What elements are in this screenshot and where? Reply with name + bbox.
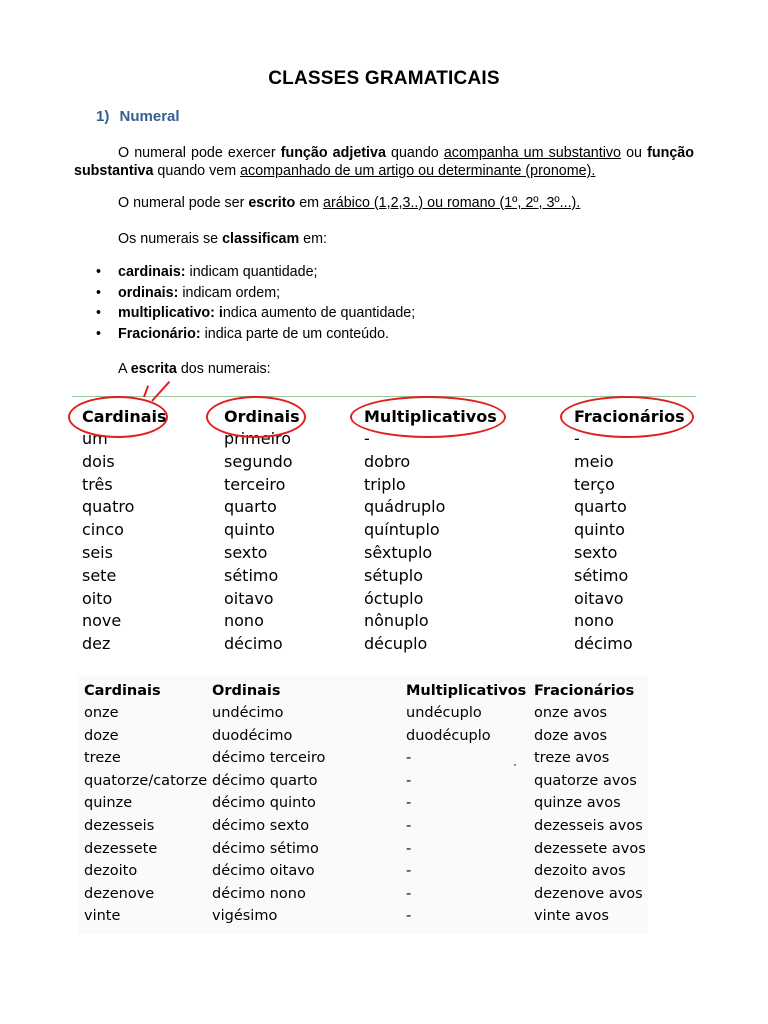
table-cell: décimo quinto: [212, 795, 316, 812]
table-cell: primeiro: [224, 429, 292, 448]
table-cell: segundo: [224, 451, 293, 471]
table-cell: dezoito avos: [534, 863, 626, 880]
p2-text-c: em: [295, 195, 324, 211]
table-cell: -: [574, 429, 580, 448]
p3-text-a: Os numerais se: [118, 231, 223, 247]
table-cell: nove: [82, 611, 122, 631]
table-cell: duodécimo: [212, 727, 293, 744]
paragraph-function: [74, 144, 694, 180]
table2-col-cardinais: [84, 676, 207, 928]
table-cell: décimo sexto: [212, 817, 310, 834]
table-cell: dezenove avos: [534, 885, 643, 902]
table-cell: undécimo: [212, 705, 284, 721]
table-cell: sete: [82, 565, 117, 585]
column-header: Multiplicativos: [406, 683, 527, 699]
table-cell: décimo oitavo: [212, 863, 315, 880]
table2-col-multiplicativos: [406, 676, 526, 928]
table-cell: quinto: [574, 520, 625, 540]
table-cell: quatro: [82, 497, 135, 517]
table-cell: óctuplo: [364, 588, 424, 608]
classification-list: [94, 262, 415, 344]
table-cell: vinte avos: [534, 908, 609, 925]
table-cell: oito: [82, 588, 113, 608]
table-cell: dezessete avos: [534, 840, 646, 857]
bullet-desc: indicam quantidade;: [185, 264, 318, 280]
paragraph-classification: [118, 230, 738, 248]
table-cell: décuplo: [364, 634, 428, 654]
table-cell: dois: [82, 451, 115, 471]
table-cell: dezenove: [84, 885, 155, 902]
table-cell: -: [364, 429, 370, 448]
table-cell: sétuplo: [364, 565, 423, 585]
document-title: CLASSES GRAMATICAIS: [268, 68, 500, 89]
section-label: Numeral: [119, 108, 180, 125]
table-cell: quatorze avos: [534, 772, 637, 789]
table-cell: décimo quarto: [212, 772, 318, 789]
table-cell: três: [82, 474, 113, 494]
table2-col-fracionarios: [534, 676, 646, 928]
section-number: 1): [96, 108, 110, 125]
annotation-circle-fracionarios: [560, 396, 694, 438]
table-cell: dezesseis avos: [534, 817, 643, 834]
table-cell: -: [406, 863, 412, 880]
column-header: Cardinais: [82, 407, 167, 426]
p1-underline-h: acompanhado de um artigo ou determinante (pronome).: [240, 163, 596, 179]
table-cell: vinte: [84, 908, 121, 925]
annotation-circle-multiplicativos: [350, 396, 506, 438]
table-cell: treze avos: [534, 750, 610, 767]
bullet-desc: ndica aumento de quantidade;: [222, 305, 416, 321]
numerals-table-1: [72, 392, 696, 660]
table-cell: nônuplo: [364, 611, 429, 631]
table-cell: duodécuplo: [406, 727, 491, 744]
annotation-circle-cardinais: [68, 396, 168, 438]
p2-underline-d: arábico (1,2,3..) ou romano (1º, 2º, 3º...).: [323, 195, 581, 211]
table-cell: dezesseis: [84, 817, 155, 834]
bullet-term: cardinais:: [118, 264, 186, 280]
bullet-term: multiplicativo: i: [118, 305, 223, 321]
table-cell: onze avos: [534, 705, 608, 721]
bullet-term: ordinais:: [118, 284, 179, 301]
column-header: Ordinais: [224, 407, 300, 426]
p1-text-g: quando vem: [153, 163, 241, 179]
table-cell: quarto: [224, 497, 277, 517]
bullet-desc: indica parte de um conteúdo.: [200, 325, 389, 342]
list-item: [94, 324, 415, 345]
table-cell: nono: [224, 611, 264, 631]
column-header: Fracionários: [574, 407, 685, 426]
p4-text-a: A: [118, 361, 131, 377]
p2-bold-b: escrito: [248, 195, 296, 211]
paragraph-writing: [118, 194, 738, 212]
p3-text-c: em:: [299, 231, 328, 247]
table-cell: quinto: [224, 520, 275, 540]
stray-mark: [514, 764, 516, 766]
table-cell: sexto: [224, 542, 268, 562]
table-cell: triplo: [364, 474, 406, 494]
table-cell: cinco: [82, 520, 124, 540]
column-header: Ordinais: [212, 683, 281, 699]
list-item: [94, 303, 415, 324]
table-cell: dezessete: [84, 840, 158, 857]
table-cell: meio: [574, 451, 614, 471]
table-cell: terceiro: [224, 474, 286, 494]
annotation-circle-ordinais: [206, 396, 306, 438]
table-cell: -: [406, 795, 412, 812]
table-cell: treze: [84, 750, 121, 767]
table-cell: doze avos: [534, 727, 608, 744]
table-cell: dez: [82, 634, 111, 654]
p1-bold-b: função adjetiva: [280, 145, 386, 161]
p1-text-a: O numeral pode exercer: [118, 145, 281, 161]
table-cell: -: [406, 885, 412, 902]
table-cell: quinze: [84, 795, 133, 812]
table-cell: -: [406, 750, 412, 767]
table-cell: undécuplo: [406, 705, 482, 721]
p3-bold-b: classificam: [222, 231, 300, 247]
table-cell: -: [406, 840, 412, 857]
p1-text-c: quando: [385, 145, 444, 161]
table-cell: dezoito: [84, 863, 138, 880]
p4-text-c: dos numerais:: [176, 361, 271, 377]
p1-bold-f: função substantiva: [74, 145, 694, 179]
table-cell: -: [406, 772, 412, 789]
table-cell: dobro: [364, 451, 411, 471]
table-cell: oitavo: [574, 588, 624, 608]
p4-bold-b: escrita: [130, 361, 177, 377]
table-cell: sétimo: [224, 565, 279, 585]
p1-text-e: ou: [620, 145, 648, 161]
table-cell: seis: [82, 542, 113, 562]
table-cell: nono: [574, 611, 614, 631]
table-cell: quádruplo: [364, 497, 446, 517]
p1-underline-d: acompanha um substantivo: [443, 145, 621, 161]
table-cell: quatorze/catorze: [84, 772, 208, 789]
list-item: [94, 262, 415, 283]
table-cell: -: [406, 817, 412, 834]
table-cell: décimo sétimo: [212, 840, 319, 857]
table-cell: décimo nono: [212, 885, 306, 902]
paragraph-table-intro: [118, 360, 738, 378]
table2-col-ordinais: [212, 676, 325, 928]
table-cell: sétimo: [574, 565, 629, 585]
table-cell: décimo: [224, 634, 283, 654]
table-cell: sexto: [574, 542, 618, 562]
section-heading: [96, 108, 180, 125]
column-header: Multiplicativos: [364, 407, 497, 426]
table-cell: quinze avos: [534, 795, 621, 812]
bullet-term: Fracionário:: [118, 325, 201, 342]
table-cell: oitavo: [224, 588, 274, 608]
list-item: [94, 283, 415, 304]
p2-text-a: O numeral pode ser: [118, 195, 249, 211]
numerals-table-2: [78, 676, 648, 934]
table-cell: quíntuplo: [364, 520, 440, 540]
table-cell: -: [406, 908, 412, 925]
column-header: Fracionários: [534, 683, 635, 699]
table-cell: sêxtuplo: [364, 542, 433, 562]
bullet-desc: indicam ordem;: [178, 284, 281, 301]
table-cell: um: [82, 429, 108, 448]
table-cell: onze: [84, 705, 119, 721]
table-cell: doze: [84, 727, 119, 744]
table-cell: vigésimo: [212, 908, 278, 925]
column-header: Cardinais: [84, 683, 161, 699]
table-cell: décimo: [574, 634, 633, 654]
table-cell: décimo terceiro: [212, 750, 326, 767]
table-cell: terço: [574, 474, 615, 494]
table-cell: quarto: [574, 497, 627, 517]
